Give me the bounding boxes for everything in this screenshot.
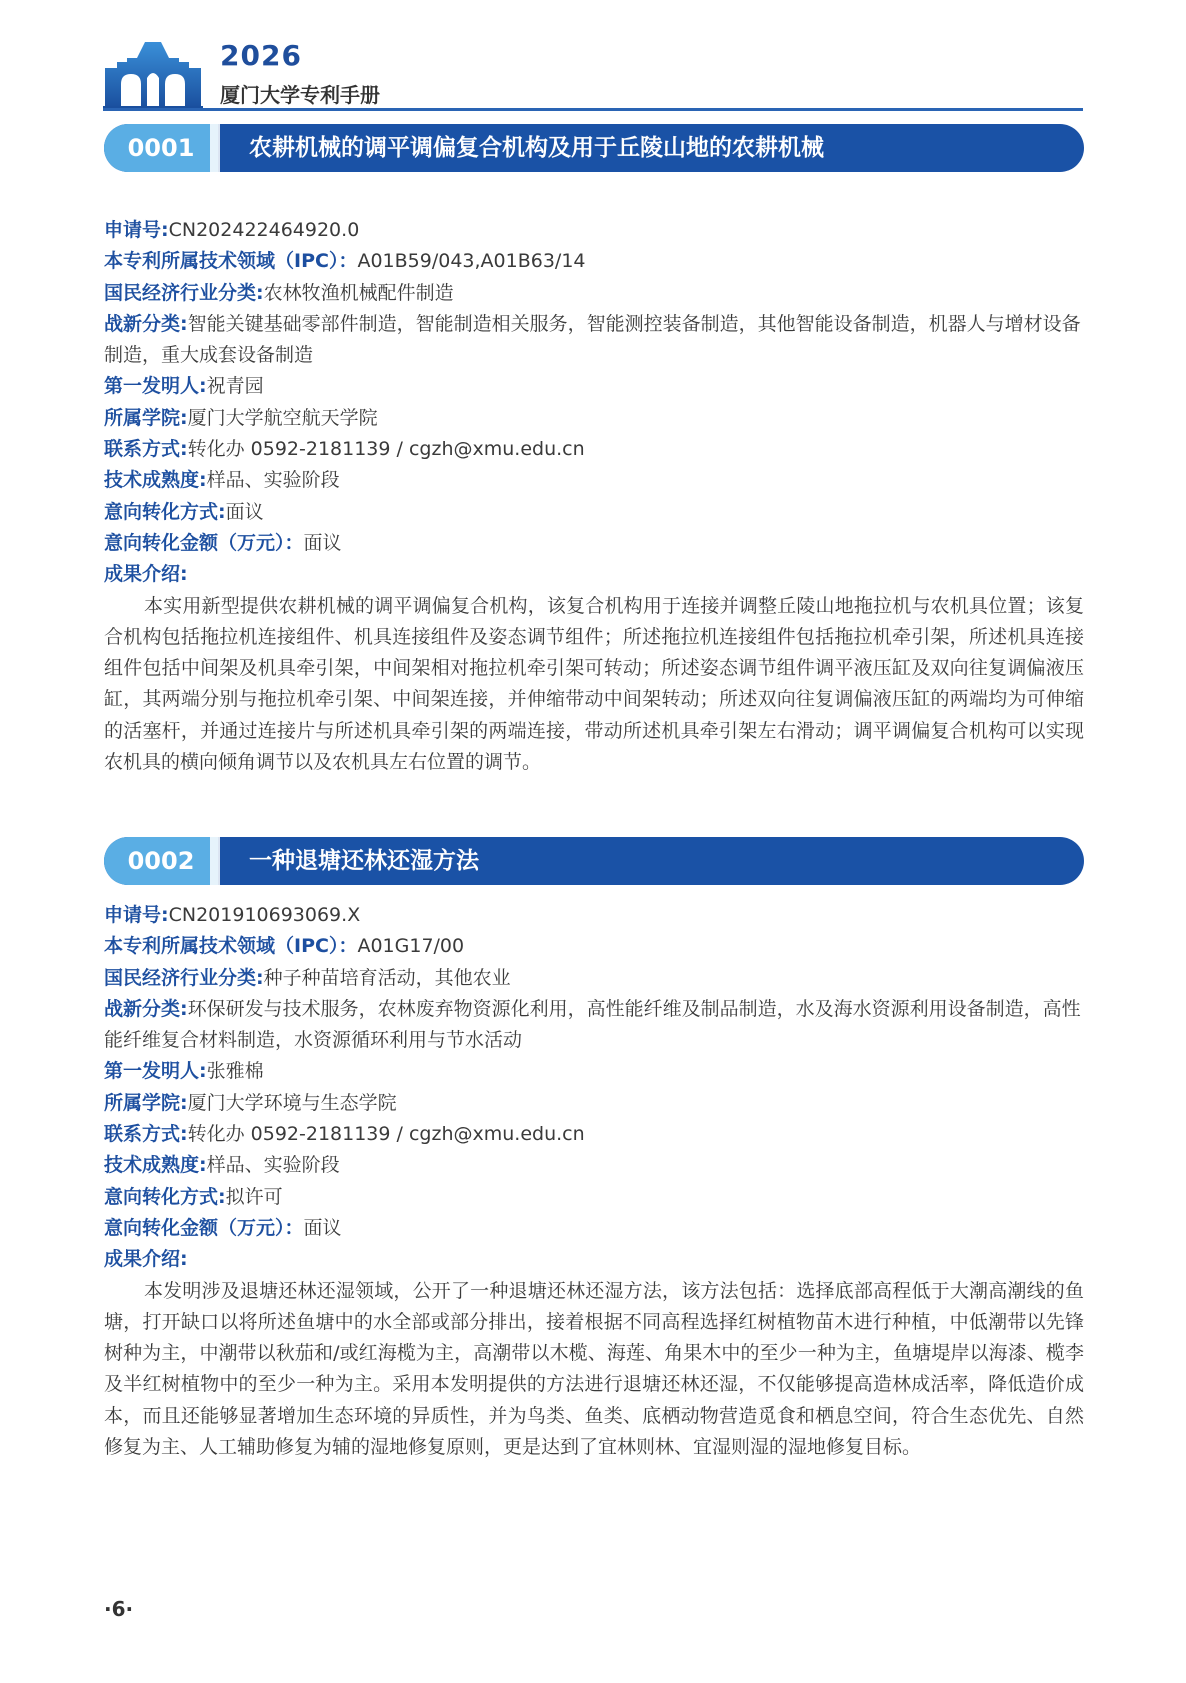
- field-label: 战新分类:: [104, 997, 188, 1020]
- field-label: 意向转化金额（万元）：: [104, 531, 304, 554]
- entry-title: 农耕机械的调平调偏复合机构及用于丘陵山地的农耕机械: [249, 135, 824, 161]
- field-label: 国民经济行业分类:: [104, 281, 264, 304]
- book-title: 厦门大学专利手册: [220, 83, 380, 107]
- field-value: 拟许可: [225, 1185, 283, 1208]
- intro-paragraph: 本发明涉及退塘还林还湿领域，公开了一种退塘还林还湿方法，该方法包括：选择底部高程低于大潮高潮线的鱼塘，打开缺口以将所述鱼塘中的水全部或部分排出，接着根据不同高程选择红树植物苗木进行种植，中低潮带以先锋树种为主，中潮带以秋茄和/或红海榄为主，高潮带以木榄、海莲、角果木中的至少一种为主，鱼塘堤岸以海漆、榄李及半红树植物中的至少一种为主。采用本发明提供的方法进行退塘还林还湿，不仅能够提高造林成活率，降低造价成本，而且还能够显著增加生态环境的异质性，并为鸟类、鱼类、底栖动物营造觅食和栖息空间，符合生态优先、自然修复为主、人工辅助修复为辅的湿地修复原则，更是达到了宜林则林、宜湿则湿的湿地修复目标。: [104, 1279, 1084, 1459]
- page-number: ·6·: [104, 1597, 134, 1621]
- entry-title: 一种退塘还林还湿方法: [249, 848, 479, 874]
- field-label: 申请号:: [104, 904, 169, 926]
- field-label: 联系方式:: [104, 438, 188, 461]
- field-value: 环保研发与技术服务，农林废弃物资源化利用，高性能纤维及制品制造，水及海水资源利用设备制造，高性能纤维复合材料制造，水资源循环利用与节水活动: [104, 997, 1081, 1052]
- field-label: 本专利所属技术领域（IPC）：: [104, 935, 358, 958]
- entry-title-bar: [104, 124, 1084, 172]
- field-label: 联系方式:: [104, 1123, 188, 1146]
- field-value: 样品、实验阶段: [206, 1154, 340, 1177]
- field-value: 种子种苗培育活动，其他农业: [263, 966, 511, 989]
- field-label: 所属学院:: [104, 1091, 188, 1114]
- field-label: 意向转化方式:: [104, 500, 226, 523]
- field-value: A01B59/043,A01B63/14: [357, 250, 586, 273]
- header-rule: [103, 108, 1083, 111]
- field-value: 面议: [303, 531, 342, 554]
- field-value: 转化办 0592-2181139 / cgzh@xmu.edu.cn: [187, 1123, 585, 1146]
- field-label: 成果介绍:: [104, 1248, 188, 1271]
- field-value: 转化办 0592-2181139 / cgzh@xmu.edu.cn: [187, 438, 585, 461]
- page-header: [103, 38, 1083, 112]
- entry-number: 0001: [104, 124, 218, 172]
- field-value: 张雅棉: [206, 1060, 264, 1083]
- field-value: 面议: [225, 500, 264, 523]
- field-label: 本专利所属技术领域（IPC）：: [104, 250, 358, 273]
- field-label: 所属学院:: [104, 406, 188, 429]
- field-label: 技术成熟度:: [104, 469, 207, 492]
- year: 2026: [220, 39, 302, 72]
- field-label: 第一发明人:: [104, 375, 207, 398]
- field-label: 成果介绍:: [104, 563, 188, 586]
- field-label: 技术成熟度:: [104, 1154, 207, 1177]
- field-value: 智能关键基础零部件制造，智能制造相关服务，智能测控装备制造，其他智能设备制造，机器人与增材设备制造，重大成套设备制造: [104, 312, 1081, 367]
- field-value: 厦门大学环境与生态学院: [187, 1091, 397, 1114]
- field-label: 第一发明人:: [104, 1060, 207, 1083]
- field-value: 样品、实验阶段: [206, 469, 340, 492]
- field-value: CN202422464920.0: [168, 219, 360, 241]
- field-value: 厦门大学航空航天学院: [187, 406, 378, 429]
- university-gate-logo: [103, 38, 203, 110]
- intro-paragraph: 本实用新型提供农耕机械的调平调偏复合机构，该复合机构用于连接并调整丘陵山地拖拉机与农机具位置；该复合机构包括拖拉机连接组件、机具连接组件及姿态调节组件；所述拖拉机连接组件包括拖拉机牵引架，所述机具连接组件包括中间架及机具牵引架，中间架相对拖拉机牵引架可转动；所述姿态调节组件调平液压缸及双向往复调偏液压缸，其两端分别与拖拉机牵引架、中间架连接，并伸缩带动中间架转动；所述双向往复调偏液压缸的两端均为可伸缩的活塞杆，并通过连接片与所述机具牵引架的两端连接，带动所述机具牵引架左右滑动；调平调偏复合机构可以实现农机具的横向倾角调节以及农机具左右位置的调节。: [104, 594, 1084, 774]
- field-value: 农林牧渔机械配件制造: [263, 281, 454, 304]
- entry-number: 0002: [104, 837, 218, 885]
- field-value: 祝青园: [206, 375, 264, 398]
- field-label: 意向转化金额（万元）：: [104, 1216, 304, 1239]
- entry-details: [104, 900, 1084, 1463]
- field-value: 面议: [303, 1216, 342, 1239]
- field-label: 国民经济行业分类:: [104, 966, 264, 989]
- field-label: 战新分类:: [104, 312, 188, 335]
- entry-details: [104, 215, 1084, 778]
- field-label: 意向转化方式:: [104, 1185, 226, 1208]
- field-value: A01G17/00: [357, 935, 465, 958]
- field-label: 申请号:: [104, 219, 169, 241]
- entry-title-bar: [104, 837, 1084, 885]
- field-value: CN201910693069.X: [168, 904, 361, 926]
